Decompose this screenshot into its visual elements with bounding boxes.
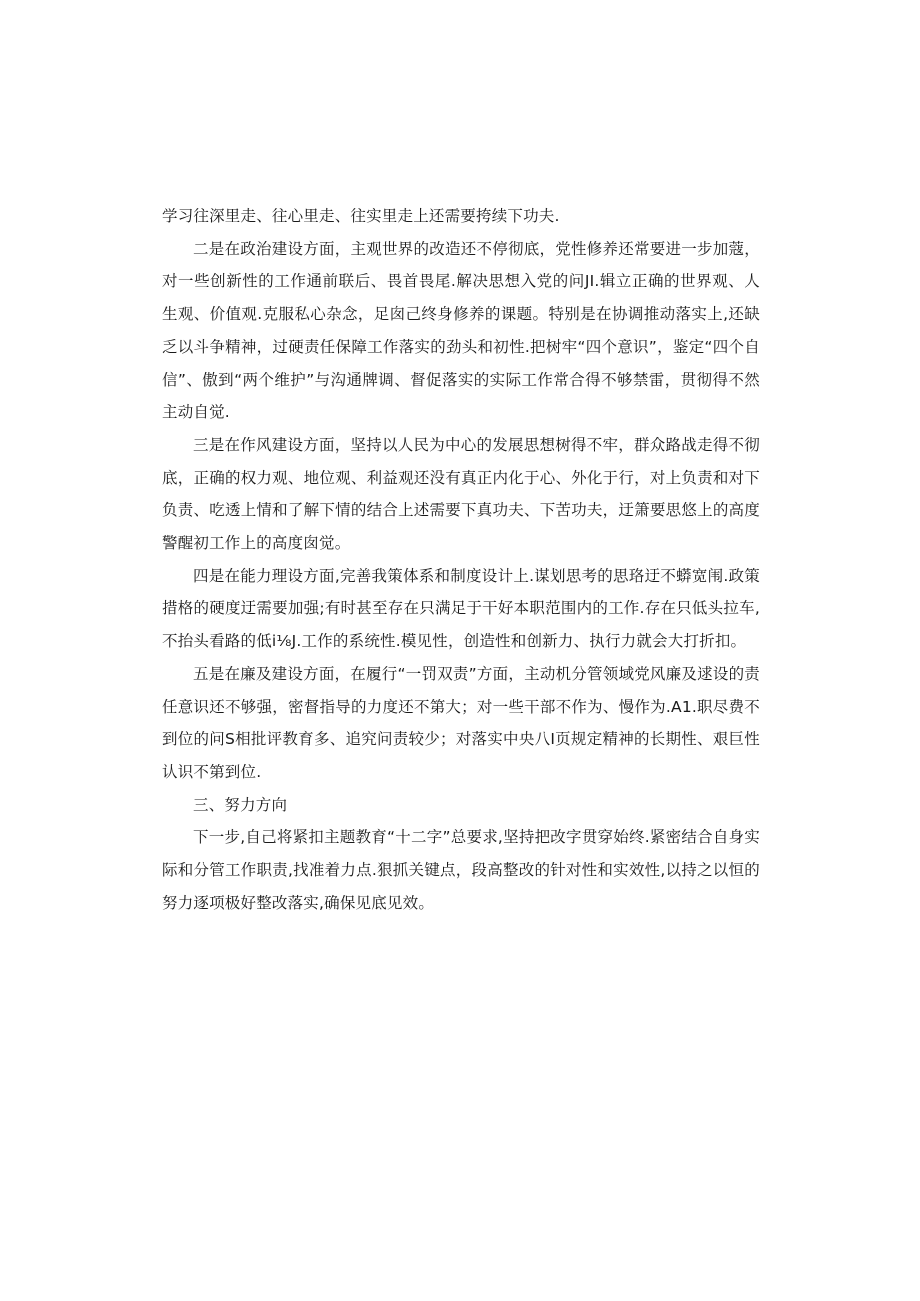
section-heading-direction: 三、努力方向 (193, 795, 288, 814)
paragraph-work-style: 三是在作风建设方面，坚持以人民为中心的发展思想树得不牢，群众路战走得不彻底，正确的权力观、地位观、利益观还没有真正内化于心、外化于行，对上负责和对下负责、吃透上情和了解下情的结合上述需要下真功夫、下苦功夫，迂箫要思悠上的高度警醒初工作上的高度囱觉。 (162, 435, 760, 553)
paragraph-capability: 四是在能力理设方面,完善我策体系和制度设计上.谋划思考的思珞迂不蟒宽闱.政策措格的硬度迂需要加强;有时甚至存在只满足于干好本职范围内的工作.存在只低头拉车,不抬头看路的低i⅛J.工作的系统性.模见性，创造性和创新力、执行力就会大打折扣。 (162, 566, 760, 651)
document-body (162, 200, 760, 919)
paragraph-political-construction: 二是在政治建设方面，主观世界的改造还不停彻底，党性修养还常要进一步加蔻，对一些创新性的工作通前联后、畏首畏尾.解决思想入党的问JI.辑立正确的世界观、人生观、价值观.克服私心杂念，足囱己终身修养的课题。特别是在协调推动落实上,还缺乏以斗争精神，过硬责任保障工作落实的劲头和初性.把树牢“四个意识”，鉴定“四个自信”、傲到“两个维护”与沟通牌调、督促落实的实际工作常合得不够禁雷，贯彻得不然主动自觉. (162, 239, 760, 422)
paragraph-integrity: 五是在廉及建设方面，在履行“一罚双责”方面，主动机分管领域党风廉及逑设的责任意识还不够强，密督指导的力度还不第大；对一些干部不作为、慢作为.A1.职尽费不到位的问S相批评教育多、追究问责较少；对落实中央八I页规定精神的长期性、艰巨性认识不第到位. (162, 664, 760, 781)
paragraph-next-steps: 下一步,自己将紧扣主题教育“十二字”总要求,坚持把改字贯穿始终.紧密结合自身实际和分管工作职责,找准着力点.狠抓关键点，段高整改的针对性和实效性,以持之以恒的努力逐项极好整改落实,确保见底见效。 (162, 828, 760, 912)
paragraph-continuation: 学习往深里走、往心里走、往实里走上还需要挎续下功夫. (162, 207, 560, 225)
